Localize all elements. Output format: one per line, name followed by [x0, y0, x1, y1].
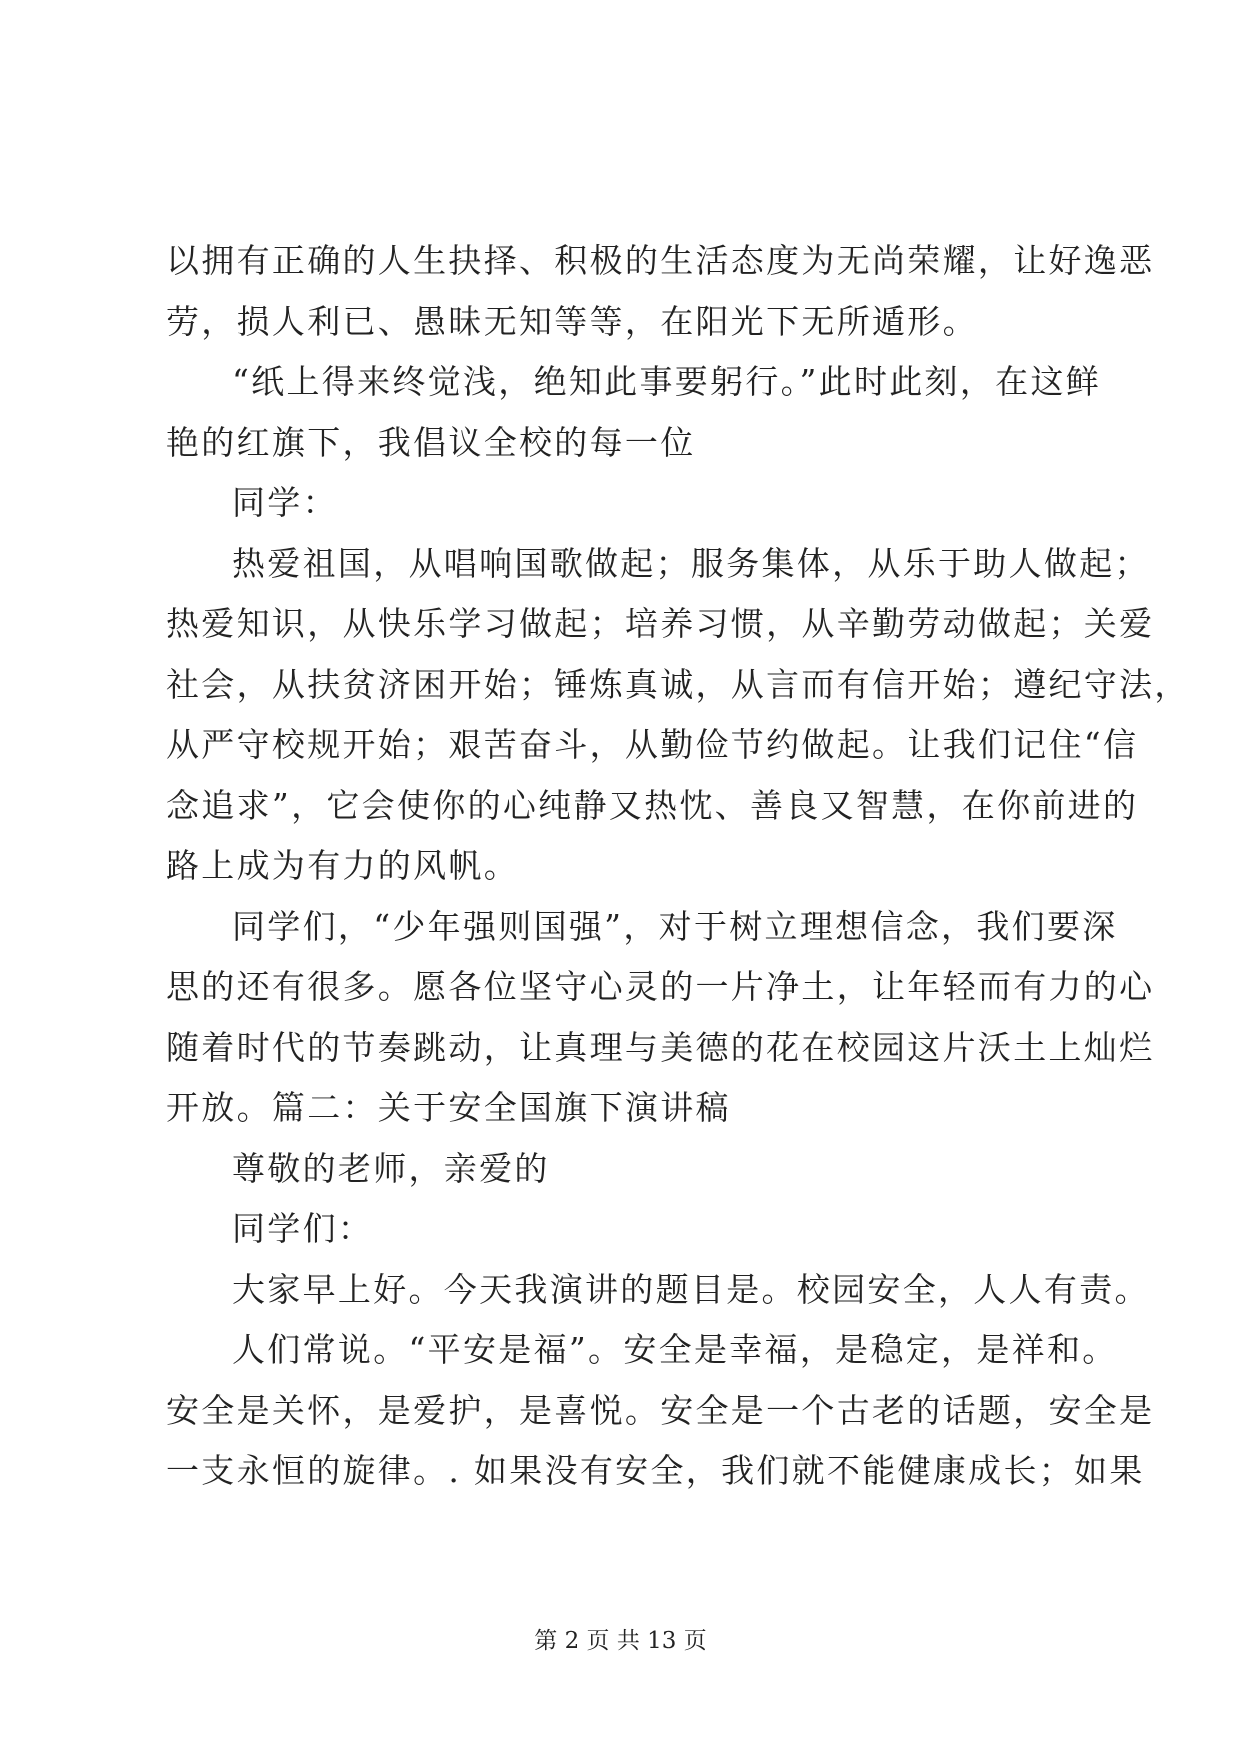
text-line: 同学们，“少年强则国强”，对于树立理想信念，我们要深: [232, 906, 1118, 946]
text-line: 人们常说。“平安是福”。安全是幸福，是稳定，是祥和。: [232, 1330, 1118, 1369]
text-line: “纸上得来终觉浅，绝知此事要躬行。”此时此刻，在这鲜: [232, 362, 1102, 401]
text-line: 随着时代的节奏跳动，让真理与美德的花在校园这片沃土上灿烂: [166, 1027, 1155, 1067]
text-line: 尊敬的老师，亲爱的: [232, 1148, 550, 1188]
text-line: 路上成为有力的风帆。: [166, 846, 519, 885]
text-line: 大家早上好。今天我演讲的题目是。校园安全，人人有责。: [232, 1269, 1150, 1309]
text-line: 同学：: [232, 483, 338, 522]
text-line: 从严守校规开始；艰苦奋斗，从勤俭节约做起。让我们记住“信: [166, 725, 1139, 764]
text-line: 社会，从扶贫济困开始；锤炼真诚，从言而有信开始；遵纪守法，: [166, 664, 1190, 704]
text-line: 以拥有正确的人生抉择、积极的生活态度为无尚荣耀，让好逸恶: [166, 241, 1155, 280]
text-line: 劳，损人利已、愚昧无知等等，在阳光下无所遁形。: [166, 301, 978, 341]
text-line: 安全是关怀，是爱护，是喜悦。安全是一个古老的话题，安全是: [166, 1390, 1155, 1430]
text-line: 一支永恒的旋律。. 如果没有安全，我们就不能健康成长；如果: [166, 1451, 1145, 1490]
page-number-footer: 第 2 页 共 13 页: [534, 1628, 707, 1654]
text-line: 艳的红旗下，我倡议全校的每一位: [166, 422, 696, 462]
text-line: 开放。篇二：关于安全国旗下演讲稿: [166, 1088, 731, 1127]
text-line: 念追求”，它会使你的心纯静又热忱、善良又智慧，在你前进的: [166, 785, 1139, 825]
text-line: 思的还有很多。愿各位坚守心灵的一片净土，让年轻而有力的心: [166, 967, 1155, 1006]
document-body: [166, 231, 1190, 1502]
text-line: 同学们：: [232, 1209, 374, 1248]
text-line: 热爱祖国，从唱响国歌做起；服务集体，从乐于助人做起；: [232, 543, 1150, 583]
text-line: 热爱知识，从快乐学习做起；培养习惯，从辛勤劳动做起；关爱: [166, 604, 1155, 643]
